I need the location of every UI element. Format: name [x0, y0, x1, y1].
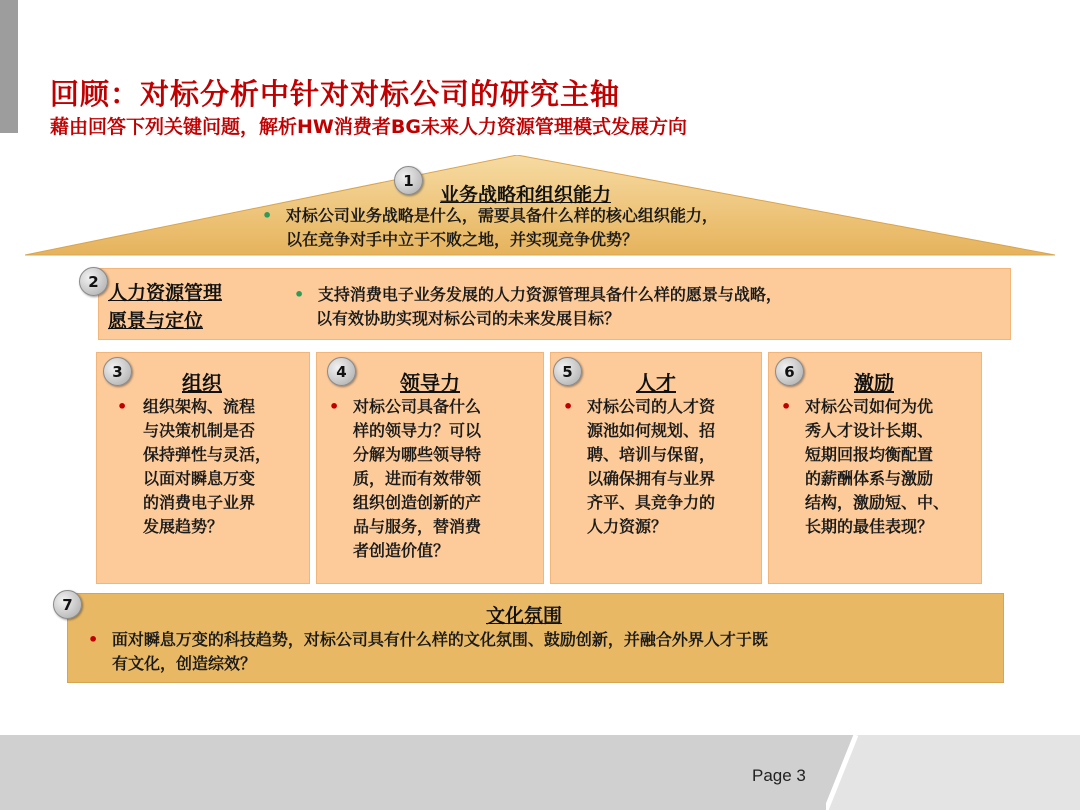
- column-line: 保持弹性与灵活，: [143, 445, 272, 464]
- section-7-badge: 7: [53, 590, 82, 619]
- bullet-dot: •: [563, 397, 574, 416]
- page-subtitle: 藉由回答下列关键问题，解析HW消费者BG未来人力资源管理模式发展方向: [50, 116, 687, 138]
- column-leadership: [316, 352, 544, 584]
- column-heading: 激励: [854, 371, 894, 395]
- column-heading: 人才: [636, 371, 676, 395]
- column-line: 聘、培训与保留，: [587, 445, 716, 464]
- column-badge: 3: [103, 357, 132, 386]
- bullet-dot: •: [262, 206, 273, 225]
- column-heading: 组织: [182, 371, 222, 395]
- section-2-text-line1: 支持消费电子业务发展的人力资源管理具备什么样的愿景与战略，: [317, 285, 782, 304]
- column-line: 齐平、具竞争力的: [587, 493, 716, 512]
- section-7-text-line1: 面对瞬息万变的科技趋势，对标公司具有什么样的文化氛围、鼓励创新，并融合外界人才于既: [111, 630, 768, 649]
- bullet-dot: •: [329, 397, 340, 416]
- column-line: 人力资源？: [587, 517, 668, 536]
- column-line: 质，进而有效带领: [353, 469, 482, 488]
- column-line: 组织创造创新的产: [353, 493, 482, 512]
- bullet-dot: •: [117, 397, 128, 416]
- column-line: 以面对瞬息万变: [143, 469, 256, 488]
- column-line: 者创造价值？: [353, 541, 450, 560]
- section-2-heading: [108, 279, 222, 335]
- column-badge: 5: [553, 357, 582, 386]
- column-line: 分解为哪些领导特: [353, 445, 482, 464]
- column-bullet: [781, 395, 949, 539]
- column-heading: 领导力: [400, 371, 460, 395]
- column-line: 品与服务，替消费: [353, 517, 482, 536]
- column-bullet: [117, 395, 271, 539]
- section-7-bullet: [88, 628, 768, 676]
- section-2-text-line2: 以有效协助实现对标公司的未来发展目标？: [316, 309, 621, 328]
- bullet-dot: •: [781, 397, 792, 416]
- section-2-heading-line2: 愿景与定位: [108, 310, 204, 332]
- column-bullet: [329, 395, 481, 563]
- column-line: 的薪酬体系与激励: [805, 469, 934, 488]
- column-line: 源池如何规划、招: [587, 421, 716, 440]
- column-talent: [550, 352, 762, 584]
- column-line: 组织架构、流程: [143, 397, 256, 416]
- section-1-badge: 1: [394, 166, 423, 195]
- page-title: 回顾：对标分析中针对对标公司的研究主轴: [50, 77, 621, 111]
- section-7-text-line2: 有文化，创造综效？: [112, 654, 257, 673]
- column-line: 发展趋势？: [143, 517, 224, 536]
- bullet-dot: •: [88, 630, 99, 649]
- column-line: 长期的最佳表现？: [805, 517, 934, 536]
- section-1-bullet: [262, 204, 718, 252]
- column-incentive: [768, 352, 982, 584]
- column-badge: 6: [775, 357, 804, 386]
- column-organization: [96, 352, 310, 584]
- footer-slash-decoration: [826, 735, 1080, 810]
- column-line: 短期回报均衡配置: [805, 445, 934, 464]
- section-2-badge: 2: [79, 267, 108, 296]
- column-badge: 4: [327, 357, 356, 386]
- section-7-heading: 文化氛围: [486, 605, 563, 627]
- column-line: 以确保拥有与业界: [587, 469, 716, 488]
- section-2-bullet: [294, 283, 782, 331]
- column-bullet: [563, 395, 715, 539]
- section-2-heading-line1: 人力资源管理: [108, 282, 223, 304]
- column-line: 的消费电子业界: [143, 493, 256, 512]
- section-1-text-line1: 对标公司业务战略是什么，需要具备什么样的核心组织能力，: [285, 206, 718, 225]
- column-line: 对标公司的人才资: [587, 397, 716, 416]
- section-1-text-line2: 以在竞争对手中立于不败之地，并实现竞争优势？: [286, 230, 639, 249]
- column-line: 秀人才设计长期、: [805, 421, 934, 440]
- column-line: 样的领导力？可以: [353, 421, 482, 440]
- column-line: 对标公司具备什么: [353, 397, 482, 416]
- column-line: 对标公司如何为优: [805, 397, 934, 416]
- bullet-dot: •: [294, 285, 305, 304]
- left-accent-bar: [0, 0, 18, 133]
- page-number: Page 3: [752, 766, 806, 785]
- section-1-heading: 业务战略和组织能力: [440, 184, 612, 206]
- column-line: 与决策机制是否: [143, 421, 256, 440]
- column-line: 结构，激励短、中、: [805, 493, 950, 512]
